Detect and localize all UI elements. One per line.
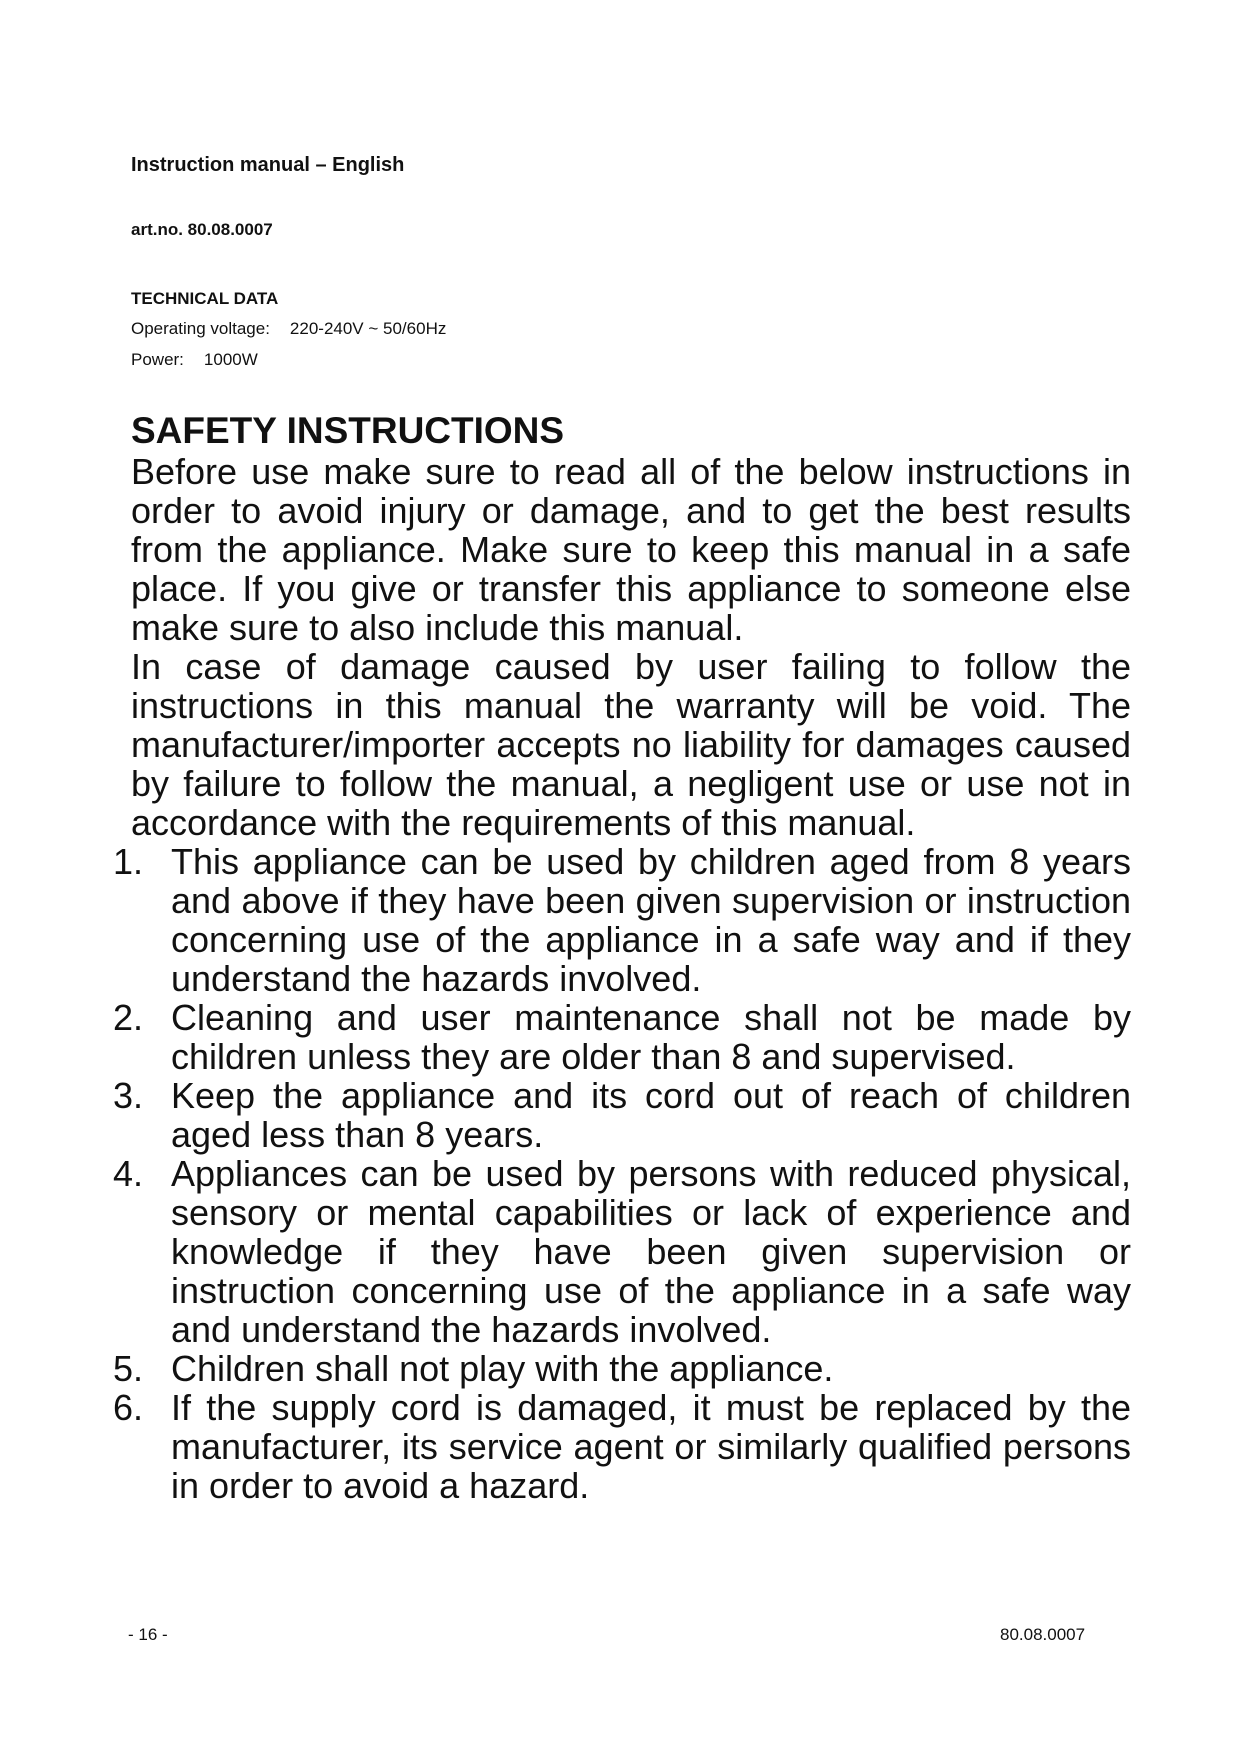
warranty-paragraph: In case of damage caused by user failing to follow the instructions in this manual the warranty will be void. The manufacturer/importer accepts no liability for damages caused by failure to follow the manual, a negligent use or use not in accordance with the requirements of this manual. [131,646,1131,843]
intro-paragraph: Before use make sure to read all of the below instructions in order to avoid injury or damage, and to get the best results from the appliance. Make sure to keep this manual in a safe place. If you give or transfer this appliance to someone else make sure to also include this manual. [131,451,1131,648]
list-item [113,1348,1131,1389]
list-text: If the supply cord is damaged, it must be replaced by the manufacturer, its service agent or similarly qualified persons in order to avoid a hazard. [171,1387,1131,1506]
list-item [113,997,1131,1077]
list-text: This appliance can be used by children aged from 8 years and above if they have been given supervision or instruction concerning use of the appliance in a safe way and if they understand the hazards involved. [171,841,1131,999]
voltage-value: 220-240V ~ 50/60Hz [289,319,447,338]
technical-data-heading: TECHNICAL DATA [131,289,279,308]
safety-body [113,451,1131,1506]
list-item [113,841,1131,999]
safety-instructions-heading: SAFETY INSTRUCTIONS [131,410,565,451]
list-number: 4. [113,1153,144,1194]
list-number: 2. [113,997,144,1038]
list-item [113,1153,1131,1350]
list-item [113,1075,1131,1155]
list-item [113,1387,1131,1506]
power-label: Power: [131,350,184,369]
footer-article-number: 80.08.0007 [1000,1625,1086,1644]
voltage-label: Operating voltage: [131,319,270,338]
list-number: 3. [113,1075,144,1116]
list-text: Keep the appliance and its cord out of reach of children aged less than 8 years. [171,1075,1131,1155]
safety-list [113,841,1131,1506]
power-value: 1000W [203,350,258,369]
list-text: Appliances can be used by persons with reduced physical, sensory or mental capabilities or lack of experience and knowledge if they have been given supervision or instruction concerning use of the appliance in a safe way and understand the hazards involved. [171,1153,1131,1350]
manual-title: Instruction manual – English [131,154,405,176]
spec-row-voltage [131,318,446,340]
list-text: Children shall not play with the appliance. [171,1348,834,1389]
article-number: art.no. 80.08.0007 [131,220,273,239]
list-number: 6. [113,1387,144,1428]
list-number: 5. [113,1348,144,1389]
page-number: - 16 - [128,1625,168,1644]
list-text: Cleaning and user maintenance shall not be made by children unless they are older than 8 and supervised. [171,997,1131,1077]
spec-row-power [131,349,258,371]
list-number: 1. [113,841,144,882]
